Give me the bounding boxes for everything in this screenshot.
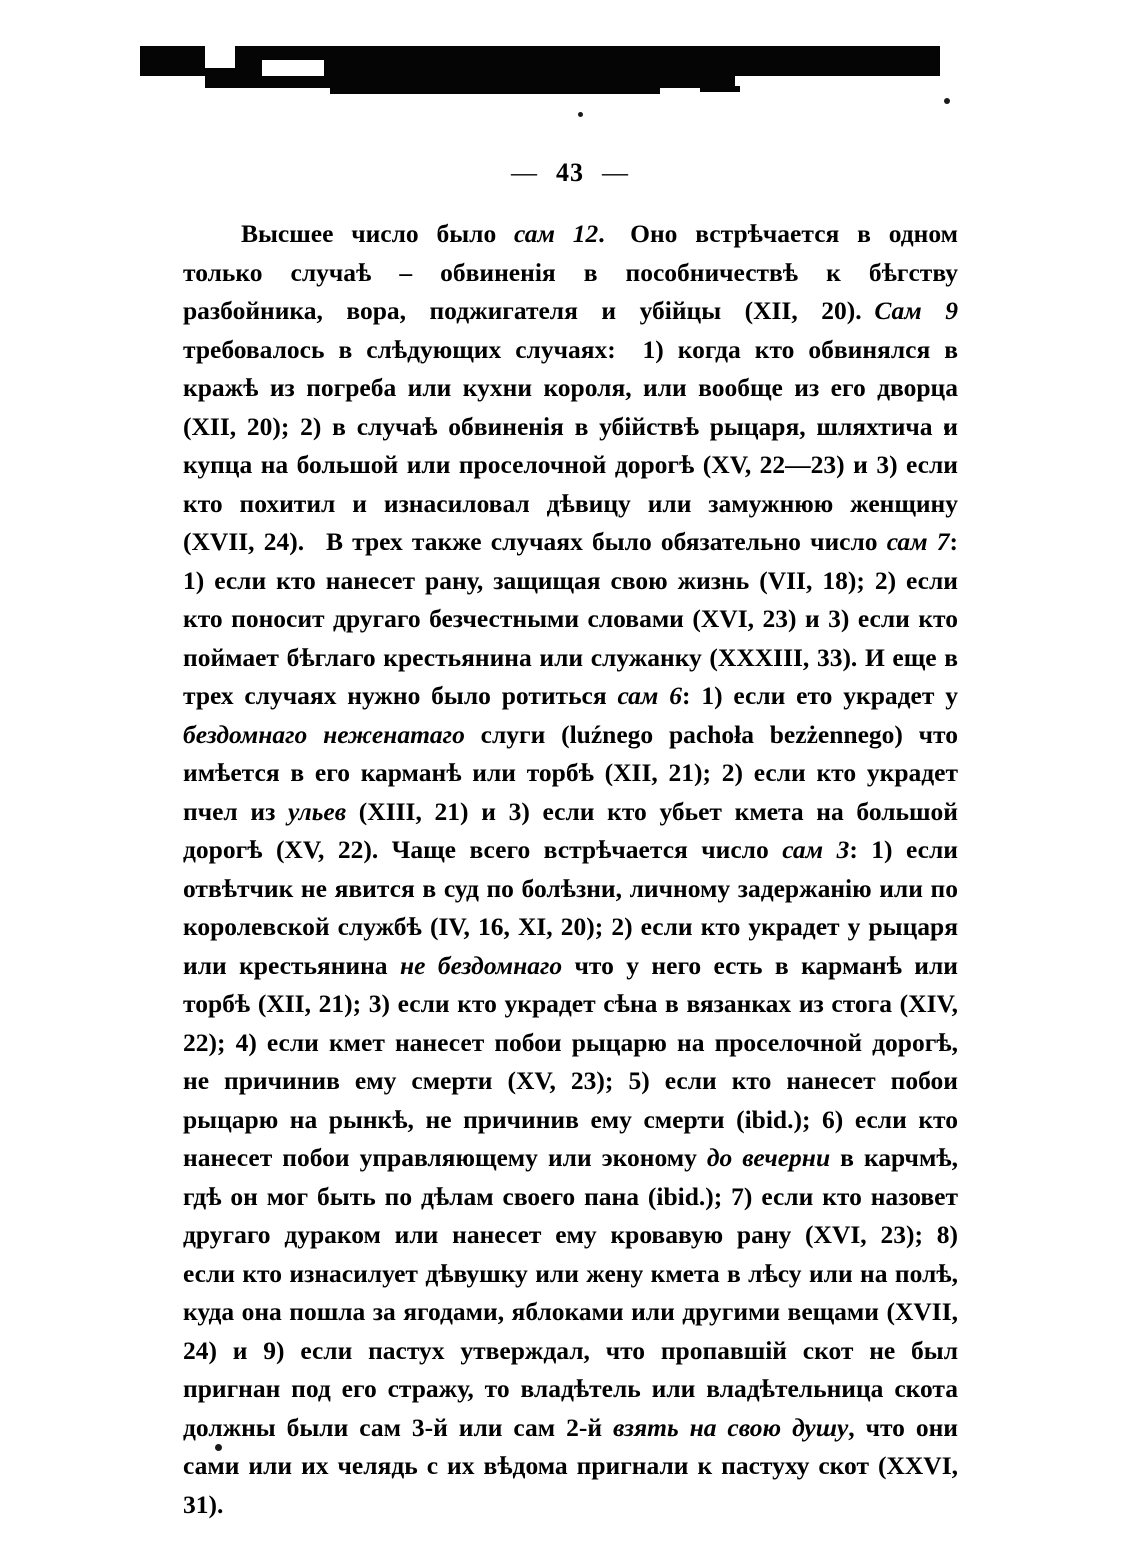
body-paragraph: Высшее число было сам 12. Оно встрѣчается в одном только случаѣ – обвиненія в пособничествѣ к бѣгству разбойника, вора, поджигателя и убійцы (XII, 20). Сам 9 требовалось в слѣдующих случаях: 1) когда кто обвинялся в кражѣ из погреба или кухни короля, или вообще из его дворца (XII, 20); 2) в случаѣ обвиненія в убійствѣ рыцаря, шляхтича и купца на большой или проселочной дорогѣ (XV, 22—23) и 3) если кто похитил и изнасиловал дѣвицу или замужнюю женщину (XVII, 24). В трех также случаях было обязательно число сам 7: 1) если кто нанесет рану, защищая свою жизнь (VII, 18); 2) если кто поносит другаго безчестными словами (XVI, 23) и 3) если кто поймает бѣглаго крестьянина или служанку (XXXIII, 33). И еще в трех случаях нужно было ротиться сам 6: 1) если ето украдет у бездомнаго неженатаго слуги (luźnego pachoła bezżennego) что имѣется в его карманѣ или торбѣ (XII, 21); 2) если кто украдет пчел из ульев (XIII, 21) и 3) если кто убьет кмета на большой дорогѣ (XV, 22). Чаще всего встрѣчается число сам 3: 1) если отвѣтчик не явится в суд по болѣзни, личному задержанію или по королевской службѣ (IV, 16, XI, 20); 2) если кто украдет у рыцаря или крестьянина не бездомнаго что у него есть в карманѣ или торбѣ (XII, 21); 3) если кто украдет сѣна в вязанках из стога (XIV, 22); 4) если кмет нанесет побои рыцарю на проселочной дорогѣ, не причинив ему смерти (XV, 23); 5) если кто нанесет побои рыцарю на рынкѣ, не причинив ему смерти (ibid.); 6) если кто нанесет побои управляющему или эконому до вечерни в карчмѣ, гдѣ он мог быть по дѣлам своего пана (ibid.); 7) если кто назовет другаго дураком или нанесет ему кровавую рану (XVI, 23); 8) если кто изнасилует дѣвушку или жену кмета в лѣсу или на полѣ, куда она пошла за ягодами, яблоками или другими вещами (XVII, 24) и 9) если пастух утверждал, что пропавшій скот не был пригнан под его стражу, то владѣтель или владѣтельница скота должны были сам 3-й или сам 2-й взять на свою душу, что они сами или их челядь с их вѣдома пригнали к пастуху скот (XXVI, 31).: [183, 219, 958, 1519]
page-number: 43: [556, 158, 584, 187]
folio-dash-right: —: [602, 158, 629, 187]
scan-artifact-tail: [700, 86, 740, 92]
scan-artifact-notch-2: [205, 46, 235, 68]
page-body-text: [183, 215, 958, 1524]
scan-speck-right-top: [944, 98, 950, 104]
folio-dash-left: —: [511, 158, 538, 187]
scan-speck-top-center: [578, 112, 583, 117]
scan-artifact-notch: [262, 60, 324, 76]
page-folio: [0, 158, 1140, 188]
scan-artifact-lower-bar-2: [330, 74, 660, 94]
scan-artifact-top-bar: [140, 46, 940, 76]
